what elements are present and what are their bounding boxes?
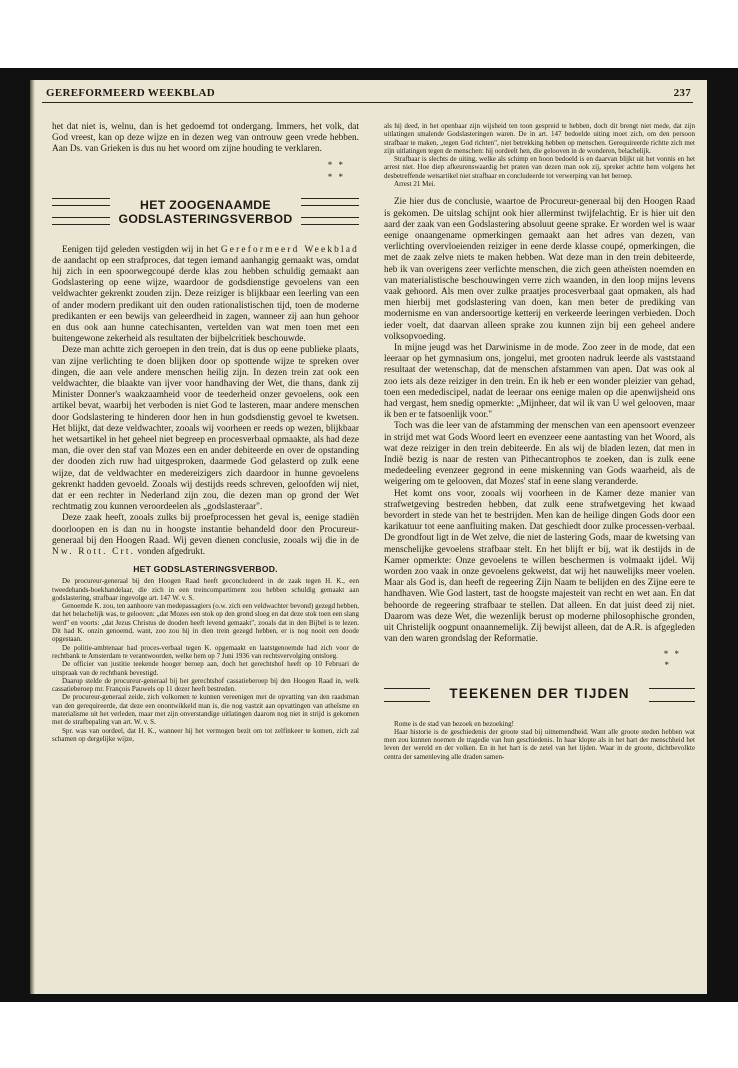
left-column [52,122,359,743]
article-paragraph: Haar historie is de geschiedenis der groote stad bij uitnemendheid. Want alle groote steden hebben wat men zou kunnen noemen de tragedie van hun geschiedenis. In haar klopte als in het hart der menschheid het leven der wereld en der volken. En in het hart is de zetel van het lijden. Waar in de groote, dichtbevolkte centra der samenleving alle draden samen- [384,727,695,761]
heading-rule [52,217,110,225]
heading-rule [301,198,359,206]
page-sheet [30,80,707,994]
asterism: * [664,659,671,670]
quoted-paragraph: De officier van justitie teekende hooger beroep aan, doch het gerechtshof heeft op 10 Februari de uitspraak van de rechtbank bevestigd. [52,660,359,677]
running-header [42,86,693,103]
quoted-paragraph: De politie-ambtenaar had proces-verbaal tegen K. opgemaakt en laatstgenoemde had zich voor de rechtbank te Amsterdam te verantwoorden, welke hem op 7 Juni 1936 van rechtsvervolging ontsloeg. [52,643,359,660]
quoted-paragraph: Daarop stelde de procureur-generaal bij het gerechtshof cassatieberoep bij den Hoogen Raad in, welk cassatieberoep mr. François Pauwels op 11 dezer heeft bestreden. [52,676,359,694]
asterism: * * [327,171,345,182]
quoted-paragraph: Spr. was van oordeel, dat H. K., wanneer hij het vermogen bezit om tot zelfinkeer te komen, zich zal schamen op dergelijke wijze, [52,726,359,743]
article-paragraph: Deze zaak heeft, zooals zulks bij proefprocessen het geval is, eenige stadiën doorloopen en is dan nu in hoogste instantie behandeld door den Procureur-generaal bij den Hoogen Raad. Wij geven dienen conclusie, zooals wij die in de Nw. Rott. Crt. vonden afgedrukt. [52,513,359,558]
quoted-date: Arrest 21 Mei. [394,180,436,189]
journal-title: GEREFORMEERD WEEKBLAD [46,87,215,99]
asterism: * * [663,648,681,659]
page-number: 237 [673,87,691,99]
heading-line-2: GODSLASTERINGSVERBOD [118,211,293,226]
quoted-paragraph: Genoemde K. zou, ten aanhoore van medepassagiers (o.w. zich een veldwachter bevond) gezegd hebben, dat het belachelijk was, te gelooven: „dat Mozes een stok op den grond sloeg en dat deze stok toen een slang werd" en voorts: „dat Jezus Christus de dooden heeft levend gemaakt", zooals dat in den Bijbel is te lezen. Dit had K. onzin genoemd, want, zoo zou hij in dien trein gezegd hebben, er is nog nooit een doode opgestaan. [52,602,359,644]
binding-shadow [30,80,35,994]
section-heading [384,678,695,714]
heading-rule [52,198,110,206]
article-paragraph: Eenigen tijd geleden vestigden wij in het Gereformeerd Weekblad de aandacht op een strafproces, dat tegen iemand aanhangig gemaakt was, omdat hij zich in een spoorwegcoupé derde klas zou hebben schuldig gemaakt aan Godslastering op eene wijze, waardoor de godsdienstige gevoelens van een veldwachter gekrenkt zouden zijn. Deze reiziger is blijkbaar een leerling van een of ander modern predikant uit den ouden rationalistischen tijd, toen de moderne predikanten er een bewijs van geleerdheid in zagen, wanneer zij aan hun gehoor en dus ook aan hunne catechisanten, vertelden van wat men toen met een buitengewone zekerheid als resultaten der bijbelcritiek beschouwde. [52,244,359,345]
article-paragraph: Zie hier dus de conclusie, waartoe de Procureur-generaal bij den Hoogen Raad is gekomen. De uitslag schijnt ook hier allerminst twijfelachtig. Er is hier uit den aard der zaak van een Godslastering absoluut geene sprake. Er worden wel is waar eenige onaangename opmerkingen gemaakt aan het adres van dezen, van verlichting overvloeienden reiziger in eene derde klasse coupé, opmerkingen, die met de zaak zelve niets te maken hebben. Wat deze man in den trein debiteerde, heb ik van overigens zeer verlichte menschen, die zich geen atheïsten noemden en van materialistische beschouwingen verre zich waanden, in den loop mijns levens vaak gehoord. Als men over zulke praatjes procesverbaal gaat opmaken, als had men hierbij met godslastering van doen, kan men beter de prediking van modernisme en van andersoortige ketterij en verkeerde leeringen verbieden. Doch ieder voelt, dat daarvan alleen sprake zou kunnen zijn bij een geheel andere volksopvoeding. [384,197,695,342]
quoted-subheading: HET GODSLASTERINGSVERBOD. [133,564,278,575]
intro-paragraph: het dat niet is, welnu, dan is het gedoemd tot ondergang. Immers, het volk, dat God vreest, kan op deze wijze en in dezen weg van ontrouw geen vrede hebben. Aan Ds. van Grieken is dus nu het woord om zijne houding te verklaren. [52,122,359,155]
article-paragraph: Deze man achtte zich geroepen in den trein, dat is dus op eene publieke plaats, van zijne verlichting te doen blijken door op spottende wijze te spreken over dingen, die aan vele andere menschen heilig zijn. In dezen trein zat ook een veldwachter, die blaakte van ijver voor handhaving der Wet, die thans, dank zij Minister Donner's waakzaamheid voor de teederheid onzer gevoelens, ook een artikel bevat, waarbij het verboden is niet God te lasteren, maar andere menschen door Godslastering te hinderen door hen in hun godsdienstig gevoel te kwetsen. Het blijkt, dat deze veldwachter, zooals wij voorheen er reeds op wezen, blijkbaar het wetsartikel in het geheel niet begreep en procesverbaal opmaakte, als had deze man, die over den staf van Mozes een en ander debiteerde en over de opstanding der dooden zich ruw had uitgesproken, daarmede God gelasterd op zulk eene wijze, dat de veldwachter en medereizigers zich daardoor in hunne gevoelens gekrenkt hadden gevoeld. Zooals wij destijds reeds schreven, geloofden wij niet, dat er een rechter in Nederland zijn zou, die dezen man op grond der Wet rechtmatig zou kunnen veroordeelen als „godslasteraar". [52,345,359,513]
article-paragraph: In mijne jeugd was het Darwinisme in de mode. Zoo zeer in de mode, dat een leeraar op het gymnasium ons, jongelui, met grooten nadruk leerde als vaststaand resultaat der wetenschap, dat de menschen afstammen van apen. Dat was ook al zoo iets als deze reiziger in den trein. En ik heb er een wonder pleizier van gehad, toen een medediscipel, nadat de leeraar ons eenige malen op die apenwijsheid ons had vergast, hem snedig opmerkte: „Mijnheer, dat wil ik van U wel gelooven, maar ik ben er te fatsoenlijk voor." [384,343,695,421]
heading-line-1: HET ZOOGENAAMDE [140,197,271,212]
quoted-paragraph: als hij deed, in het openbaar zijn wijsheid ten toon gespreid te hebben, doch dit brengt niet mede, dat zijn uitlatingen smalende Godslasteringen waren. De in art. 147 bedoelde uiting moet zich, om den persoon strafbaar te maken, „tegen God richten", niet betrekking hebben op menschen. Gerequireerde richtte zich met zijn uitlatingen tegen de menschen: hij oordeelt hen, die gelooven in de wonderen, belachelijk. [384,122,695,155]
heading-rule [649,688,695,702]
article-heading [52,192,359,233]
article-paragraph: Toch was die leer van de afstamming der menschen van een apensoort evenzeer in strijd met wat Gods Woord leert en evenzeer eene aantasting van het Woord, als wat deze reiziger in den trein debiteerde. En als wij de bladen lezen, dat men in Indië bezig is naar de resten van Pithecantrophos te zoeken, dan is zulk eene mededeeling evenzeer gegrond in eene miskenning van Gods waarheid, als de weigering om te gelooven, dat Mozes' staf in eene slang veranderde. [384,421,695,488]
section-title: TEEKENEN DER TIJDEN [449,685,630,701]
quoted-paragraph: Strafbaar is slechts de uiting, welke als schimp en hoon bedoeld is en daarvan blijkt uit het vonnis en het arrest niet. Hoe diep afkeurenswaardig het praten van dezen man ook zij, spreker achtte hem volgens het desbetreffende wetsartikel niet strafbaar en concludeerde tot verwerping van het beroep. [384,155,695,180]
right-column [384,122,695,761]
heading-rule [301,217,359,225]
article-paragraph: Het komt ons voor, zooals wij voorheen in de Kamer deze manier van strafwetgeving bestreden hebben, dat zulk eene strafwetgeving het kwaad bevordert in stede van het te bestrijden. Men kan de heilige dingen Gods door een karikatuur tot eene aanfluiting maken. Dat geschiedt door zulke processen-verbaal. De grondfout ligt in de Wet zelve, die niet de lastering Gods, maar de kwetsing van menschelijke gevoelens strafbaar stelt. En het blijft er bij, wat ik destijds in de Kamer opmerkte: Onze gevoelens te willen beschermen is volmaakt ijdel. Wij worden zoo vaak in onze gevoelens gekwetst, dat wij het nauwelijks meer voelen. Maar als God is, dan heeft de regeering Zijn Naam te belijden en des Zijne eere te handhaven. Wie God lastert, tast de hoogste majesteit van recht en wet aan. En dat behoorde de regeering strafbaar te stellen. Dat alleen. En dat juist deed zij niet. Daarom was deze Wet, die wezenlijk berust op moderne philosophische gronden, uit Christelijk oogpunt onaannemelijk. Zij bewijst alleen, dat de A.R. is afgegleden van den waren grondslag der Reformatie. [384,488,695,645]
article-paragraph: Rome is de stad van bezoek en bezoeking! [394,719,514,728]
asterism: * * [327,159,345,170]
quoted-paragraph: De procureur-generaal bij den Hoogen Raad heeft geconcludeerd in de zaak tegen H. K., een tweedehands-boekhandelaar, die zich in een treincompartiment zou hebben schuldig gemaakt aan godslastering, strafbaar ingevolge art. 147 W. v. S. [52,577,359,602]
quoted-paragraph: De procureur-generaal zeide, zich volkomen te kunnen vereenigen met de opvatting van den raadsman van den gerequireerde, dat deze een onontwikkeld man is, die nog vastzit aan opvattingen van atheïsme en materialisme uit het verleden, maar met zijn onverstandige uitlatingen daarom nog niet in strijd is gekomen met de strafbepaling van art. W. v. S. [52,693,359,727]
heading-rule [384,688,430,702]
